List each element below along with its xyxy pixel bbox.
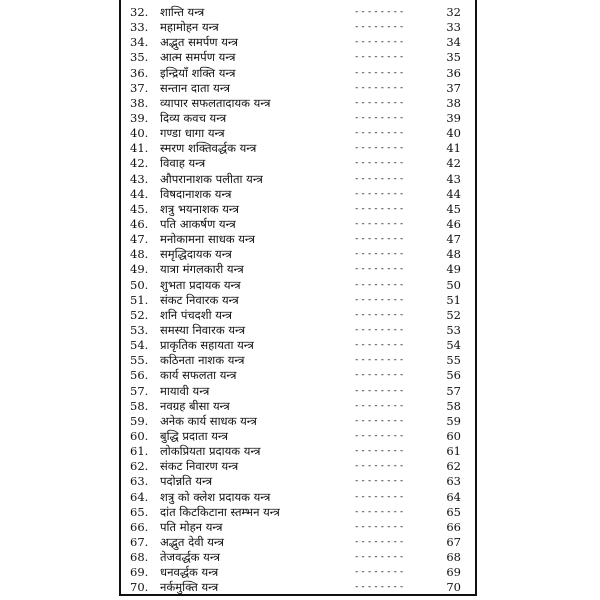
toc-entry-title: दिव्य कवच यन्त्र	[160, 110, 227, 125]
toc-entry-page-number: 56	[446, 368, 461, 383]
toc-leader-dashes: --------	[354, 536, 406, 547]
toc-entry-title: संकट निवारक यन्त्र	[160, 292, 239, 307]
toc-entry-title: शनि पंचदशी यन्त्र	[160, 307, 232, 322]
toc-leader-dashes: --------	[354, 446, 406, 457]
toc-entry-page-number: 49	[446, 262, 461, 277]
toc-leader-dashes: --------	[354, 430, 406, 441]
toc-leader-dashes: --------	[354, 37, 406, 48]
toc-entry-page-number: 36	[446, 65, 461, 80]
toc-entry-number: 63.	[130, 474, 149, 489]
toc-entry-title: महामोहन यन्त्र	[160, 20, 219, 35]
toc-leader-dashes: --------	[354, 552, 406, 563]
toc-entry-page-number: 67	[446, 534, 461, 549]
toc-entry-page-number: 37	[446, 80, 461, 95]
toc-entry-title: तेजवर्द्धक यन्त्र	[160, 550, 220, 565]
toc-leader-dashes: --------	[354, 476, 406, 487]
toc-entry	[121, 505, 475, 520]
toc-entry-number: 64.	[130, 489, 149, 504]
toc-entry-number: 52.	[130, 307, 149, 322]
toc-entry-page-number: 35	[446, 50, 461, 65]
toc-entry	[121, 565, 475, 580]
toc-entry-page-number: 47	[446, 232, 461, 247]
toc-entry	[121, 490, 475, 505]
toc-entry-page-number: 33	[446, 20, 461, 35]
toc-entry-number: 44.	[130, 186, 149, 201]
toc-entry	[121, 399, 475, 414]
toc-entry	[121, 384, 475, 399]
toc-entry-number: 48.	[130, 247, 149, 262]
toc-entry-number: 42.	[130, 156, 149, 171]
toc-entry	[121, 187, 475, 202]
toc-entry-title: संकट निवारण यन्त्र	[160, 459, 239, 474]
toc-entry-title: गण्डा धागा यन्त्र	[160, 126, 225, 141]
toc-leader-dashes: --------	[354, 324, 406, 335]
toc-entry-page-number: 32	[446, 5, 461, 19]
toc-entry	[121, 111, 475, 126]
toc-entry-number: 34.	[130, 35, 149, 50]
toc-entry	[121, 323, 475, 338]
toc-entry-title: धनवर्द्धक यन्त्र	[160, 565, 219, 580]
toc-entry-page-number: 39	[446, 110, 461, 125]
toc-entry-title: अनेक कार्य साधक यन्त्र	[160, 413, 257, 428]
toc-leader-dashes: --------	[354, 67, 406, 78]
toc-entry-page-number: 53	[446, 322, 461, 337]
toc-entry	[121, 353, 475, 368]
toc-entry	[121, 474, 475, 489]
toc-entry-number: 66.	[130, 519, 149, 534]
toc-entry-page-number: 61	[446, 444, 461, 459]
toc-entry	[121, 247, 475, 262]
toc-entry-page-number: 59	[446, 413, 461, 428]
toc-leader-dashes: --------	[354, 340, 406, 351]
toc-entry-title: बुद्धि प्रदाता यन्त्र	[160, 428, 228, 443]
toc-entry	[121, 262, 475, 277]
toc-entry-title: शत्रु को क्लेश प्रदायक यन्त्र	[160, 489, 271, 504]
toc-entry-page-number: 42	[446, 156, 461, 171]
toc-entry	[121, 202, 475, 217]
toc-entry-number: 46.	[130, 216, 149, 231]
toc-entry-page-number: 62	[446, 459, 461, 474]
toc-entry-page-number: 66	[446, 519, 461, 534]
toc-entry-title: कठिनता नाशक यन्त्र	[160, 353, 245, 368]
toc-entry-number: 65.	[130, 504, 149, 519]
toc-entry	[121, 20, 475, 35]
toc-entry	[121, 172, 475, 187]
toc-leader-dashes: --------	[354, 521, 406, 532]
toc-entry-title: इन्द्रियाँ शक्ति यन्त्र	[160, 65, 236, 80]
toc-entry-number: 47.	[130, 232, 149, 247]
toc-entry-number: 53.	[130, 322, 149, 337]
toc-entry-number: 62.	[130, 459, 149, 474]
toc-entry-page-number: 52	[446, 307, 461, 322]
table-of-contents	[119, 0, 477, 596]
toc-entry-number: 61.	[130, 444, 149, 459]
toc-entry-number: 33.	[130, 20, 149, 35]
toc-entry-page-number: 68	[446, 550, 461, 565]
toc-entry-title: शुभता प्रदायक यन्त्र	[160, 277, 241, 292]
toc-entry-number: 43.	[130, 171, 149, 186]
toc-entry-title: लोकप्रियता प्रदायक यन्त्र	[160, 444, 261, 459]
toc-leader-dashes: --------	[354, 112, 406, 123]
toc-leader-dashes: --------	[354, 218, 406, 229]
toc-leader-dashes: --------	[354, 22, 406, 33]
toc-entry-title: पदोन्नति यन्त्र	[160, 474, 213, 489]
toc-entry	[121, 141, 475, 156]
toc-entry	[121, 429, 475, 444]
toc-entry-number: 68.	[130, 550, 149, 565]
toc-entry-page-number: 55	[446, 353, 461, 368]
toc-entry	[121, 126, 475, 141]
toc-entry-title: समृद्धिदायक यन्त्र	[160, 247, 232, 262]
toc-entry-title: मायावी यन्त्र	[160, 383, 210, 398]
toc-entry-page-number: 57	[446, 383, 461, 398]
toc-entry-title: दांत किटकिटाना स्तम्भन यन्त्र	[160, 504, 280, 519]
toc-entry-title: आत्म समर्पण यन्त्र	[160, 50, 236, 65]
toc-entry	[121, 414, 475, 429]
toc-entry-title: औपरानाशक पलीता यन्त्र	[160, 171, 263, 186]
toc-entry-number: 36.	[130, 65, 149, 80]
toc-entry	[121, 444, 475, 459]
toc-entry-page-number: 58	[446, 398, 461, 413]
toc-entry-title: शान्ति यन्त्र	[160, 5, 205, 19]
toc-entry-page-number: 34	[446, 35, 461, 50]
toc-leader-dashes: --------	[354, 415, 406, 426]
toc-entry	[121, 535, 475, 550]
toc-entry-page-number: 50	[446, 277, 461, 292]
toc-entry-page-number: 43	[446, 171, 461, 186]
toc-entry	[121, 338, 475, 353]
toc-leader-dashes: --------	[354, 385, 406, 396]
toc-entry-page-number: 40	[446, 126, 461, 141]
toc-leader-dashes: --------	[354, 52, 406, 63]
toc-leader-dashes: --------	[354, 128, 406, 139]
toc-entry-number: 41.	[130, 141, 149, 156]
toc-entry-number: 51.	[130, 292, 149, 307]
toc-entry	[121, 232, 475, 247]
toc-entry-number: 37.	[130, 80, 149, 95]
toc-entry	[121, 217, 475, 232]
toc-leader-dashes: --------	[354, 158, 406, 169]
toc-leader-dashes: --------	[354, 567, 406, 578]
toc-leader-dashes: --------	[354, 582, 406, 593]
toc-entry-title: कार्य सफलता यन्त्र	[160, 368, 237, 383]
toc-entry-title: शत्रु भयनाशक यन्त्र	[160, 201, 240, 216]
toc-entry-page-number: 63	[446, 474, 461, 489]
toc-leader-dashes: --------	[354, 279, 406, 290]
toc-leader-dashes: --------	[354, 294, 406, 305]
toc-entry	[121, 278, 475, 293]
toc-entry-title: नर्कमुक्ति यन्त्र	[160, 580, 219, 595]
toc-entry-number: 32.	[130, 5, 149, 19]
toc-entry-page-number: 64	[446, 489, 461, 504]
toc-entry-number: 60.	[130, 428, 149, 443]
toc-leader-dashes: --------	[354, 82, 406, 93]
toc-entry	[121, 96, 475, 111]
toc-entry	[121, 520, 475, 535]
toc-entry-number: 35.	[130, 50, 149, 65]
toc-entry	[121, 35, 475, 50]
toc-leader-dashes: --------	[354, 143, 406, 154]
toc-entry-number: 67.	[130, 534, 149, 549]
toc-entry-page-number: 69	[446, 565, 461, 580]
toc-leader-dashes: --------	[354, 188, 406, 199]
toc-entry	[121, 81, 475, 96]
toc-entry	[121, 293, 475, 308]
toc-entry-title: प्राकृतिक सहायता यन्त्र	[160, 338, 254, 353]
toc-entry-title: व्यापार सफलतादायक यन्त्र	[160, 95, 271, 110]
toc-entry	[121, 50, 475, 65]
toc-entry-page-number: 70	[446, 580, 461, 595]
toc-entry-title: विषदानाशक यन्त्र	[160, 186, 232, 201]
toc-entry-number: 55.	[130, 353, 149, 368]
toc-entry	[121, 368, 475, 383]
toc-entry-page-number: 46	[446, 216, 461, 231]
toc-entry-page-number: 54	[446, 338, 461, 353]
toc-entry-page-number: 60	[446, 428, 461, 443]
toc-entry-title: अद्भुत देवी यन्त्र	[160, 534, 224, 549]
toc-entry-number: 58.	[130, 398, 149, 413]
toc-entry-page-number: 41	[446, 141, 461, 156]
toc-leader-dashes: --------	[354, 234, 406, 245]
toc-entry-title: स्मरण शक्तिवर्द्धक यन्त्र	[160, 141, 257, 156]
toc-entry-number: 70.	[130, 580, 149, 595]
toc-entry-title: पति मोहन यन्त्र	[160, 519, 223, 534]
toc-entry-title: अद्भुत समर्पण यन्त्र	[160, 35, 238, 50]
toc-leader-dashes: --------	[354, 264, 406, 275]
toc-leader-dashes: --------	[354, 173, 406, 184]
toc-entry-number: 59.	[130, 413, 149, 428]
toc-entry	[121, 5, 475, 20]
toc-entry	[121, 550, 475, 565]
toc-entry	[121, 156, 475, 171]
toc-entry-page-number: 45	[446, 201, 461, 216]
toc-entry-number: 54.	[130, 338, 149, 353]
toc-leader-dashes: --------	[354, 355, 406, 366]
toc-leader-dashes: --------	[354, 97, 406, 108]
toc-leader-dashes: --------	[354, 249, 406, 260]
toc-entry-title: यात्रा मंगलकारी यन्त्र	[160, 262, 244, 277]
toc-leader-dashes: --------	[354, 506, 406, 517]
toc-entry-page-number: 44	[446, 186, 461, 201]
toc-leader-dashes: --------	[354, 491, 406, 502]
toc-entry-page-number: 65	[446, 504, 461, 519]
toc-entry-number: 40.	[130, 126, 149, 141]
toc-leader-dashes: --------	[354, 370, 406, 381]
toc-entry-number: 38.	[130, 95, 149, 110]
toc-entry-page-number: 38	[446, 95, 461, 110]
toc-leader-dashes: --------	[354, 400, 406, 411]
toc-entry-title: सन्तान दाता यन्त्र	[160, 80, 230, 95]
toc-entry-number: 39.	[130, 110, 149, 125]
toc-leader-dashes: --------	[354, 309, 406, 320]
toc-entry	[121, 66, 475, 81]
toc-entry-number: 49.	[130, 262, 149, 277]
toc-entry-page-number: 48	[446, 247, 461, 262]
toc-entry-number: 50.	[130, 277, 149, 292]
toc-leader-dashes: --------	[354, 7, 406, 17]
toc-entry-title: विवाह यन्त्र	[160, 156, 206, 171]
toc-entry	[121, 580, 475, 595]
toc-entry-title: नवग्रह बीसा यन्त्र	[160, 398, 230, 413]
toc-list	[121, 5, 475, 595]
toc-entry-title: समस्या निवारक यन्त्र	[160, 322, 246, 337]
toc-entry	[121, 308, 475, 323]
toc-entry-title: पति आकर्षण यन्त्र	[160, 216, 236, 231]
toc-leader-dashes: --------	[354, 461, 406, 472]
toc-entry-title: मनोकामना साधक यन्त्र	[160, 232, 256, 247]
toc-entry-number: 57.	[130, 383, 149, 398]
toc-entry	[121, 459, 475, 474]
toc-entry-page-number: 51	[446, 292, 461, 307]
toc-leader-dashes: --------	[354, 203, 406, 214]
toc-entry-number: 69.	[130, 565, 149, 580]
toc-entry-number: 45.	[130, 201, 149, 216]
toc-entry-number: 56.	[130, 368, 149, 383]
